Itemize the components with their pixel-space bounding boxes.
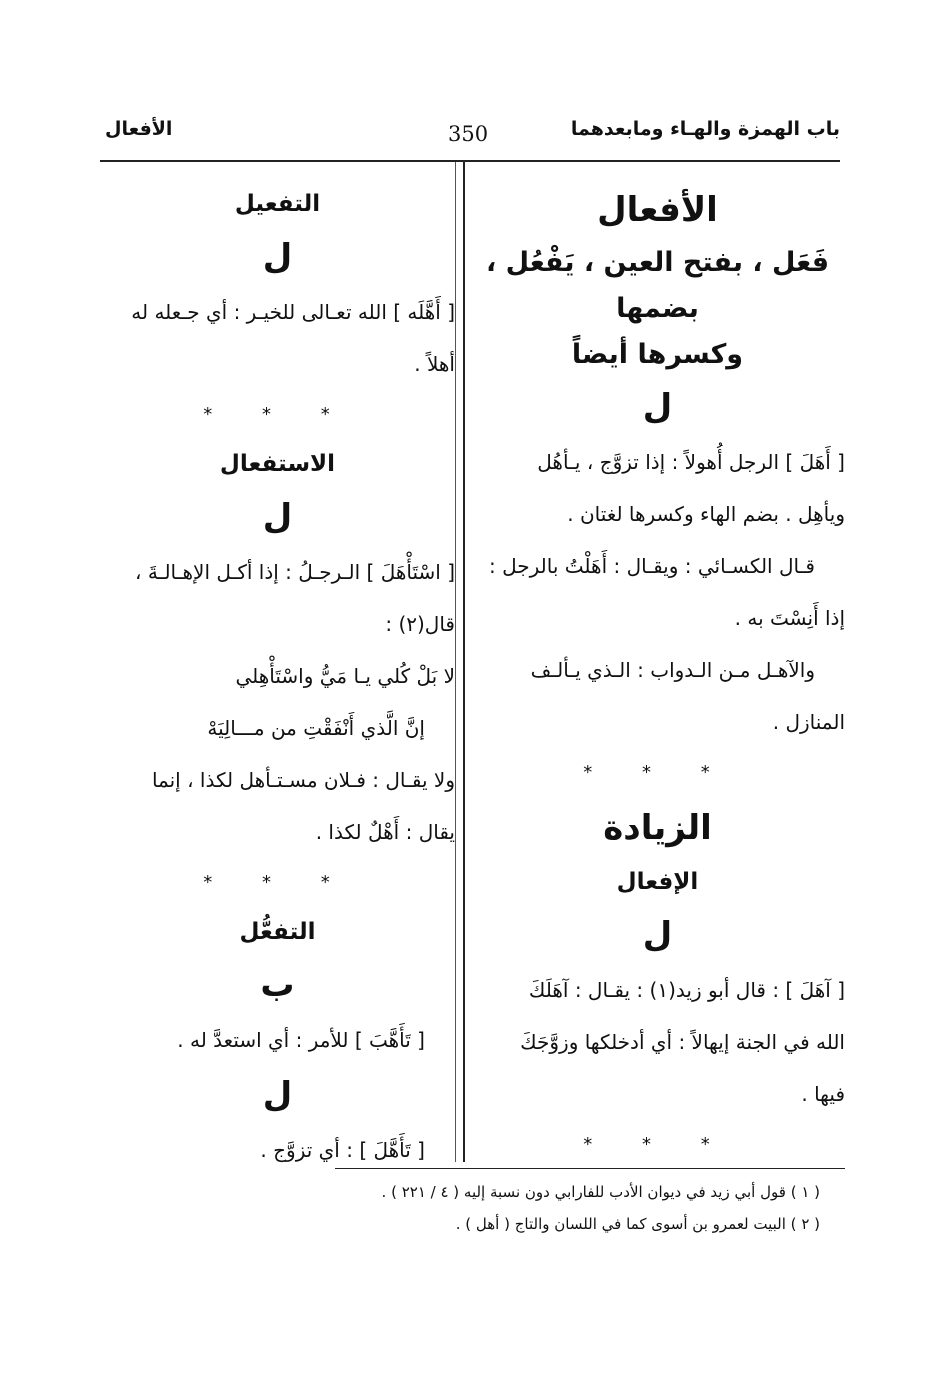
subheading-line-2: وكسرها أيضاً — [571, 339, 744, 370]
entry-text: [ تَأَهَّبَ ] للأمر : أي استعدَّ له . — [177, 1028, 425, 1052]
letter-heading: ل — [642, 387, 673, 427]
footnote-1: ( ١ ) قول أبي زيد في ديوان الأدب للفارابي دون نسبة إليه ( ٤ / ٢٢١ ) . — [381, 1183, 820, 1201]
verse-line: إنَّ الَّذي أَنْفَقْتِ من مـــالِيَهْ — [207, 716, 425, 740]
running-header-section: باب الهمزة والهـاء ومابعدهما — [570, 118, 840, 140]
entry-text: يقال : أَهْلٌ لكذا . — [315, 820, 455, 844]
entry-text: الله في الجنة إيهالاً : أي أدخلكها وزوَّجَكَ — [520, 1030, 845, 1054]
running-header-chapter: الأفعال — [105, 118, 173, 140]
entry-text: فيها . — [801, 1082, 845, 1106]
subheading-line-1: فَعَل ، بفتح العين ، يَفْعُل ، بضمها — [485, 247, 830, 324]
entry-text: [ أَهَلَ ] الرجل أُهولاً : إذا تزوَّج ، يـأهُل — [537, 450, 845, 474]
entry-text: [ أَهَّلَه ] الله تعـالى للخيـر : أي جـعله له — [131, 300, 455, 324]
heading-istifaal: الاستفعال — [219, 451, 336, 477]
header-rule — [100, 160, 840, 162]
section-separator: * * * — [203, 872, 352, 893]
footnote-2: ( ٢ ) البيت لعمرو بن أسوى كما في اللسان والتاج ( أهل ) . — [455, 1215, 820, 1233]
entry-text: [ تَأَهَّلَ ] : أي تزوَّج . — [260, 1138, 425, 1162]
entry-text: [ آهَلَ ] : قال أبو زيد(١) : يقـال : آهَلَكَ — [528, 978, 845, 1002]
letter-heading: ل — [262, 1075, 293, 1115]
heading-afaal: الأفعال — [597, 190, 718, 230]
section-separator: * * * — [203, 404, 352, 425]
entry-text: ويأهِل . بضم الهاء وكسرها لغتان . — [567, 502, 845, 526]
entry-text: ولا يقـال : فـلان مسـتـأهل لكذا ، إنما — [151, 768, 455, 792]
letter-heading: ل — [642, 915, 673, 955]
heading-tafaul: التفعُّل — [239, 919, 316, 945]
heading-tafil: التفعيل — [234, 191, 321, 217]
subheading-ifaal: الإفعال — [616, 869, 699, 895]
right-column — [470, 180, 845, 1170]
verse-line: لا بَلْ كُلي يـا مَيُّ واسْتَأْهِلي — [235, 664, 455, 688]
entry-text: أهلاً . — [414, 352, 455, 376]
entry-text: [ اسْتَأْهَلَ ] الـرجـلُ : إذا أكـل الإهـالـةَ ، — [135, 560, 455, 584]
entry-text: إذا أَنِسْتَ به . — [734, 606, 845, 630]
letter-heading: ل — [262, 497, 293, 537]
letter-heading: ب — [260, 965, 295, 1005]
entry-text: قال(٢) : — [385, 612, 455, 636]
section-separator: * * * — [583, 762, 732, 783]
section-separator: * * * — [583, 1134, 732, 1155]
page-number: 350 — [448, 122, 489, 146]
entry-text: والآهـل مـن الـدواب : الـذي يـألـف — [530, 658, 815, 682]
heading-ziyada: الزيادة — [603, 808, 712, 848]
left-column — [100, 180, 455, 1176]
entry-text: قـال الكسـائي : ويقـال : أَهَلْتُ بالرجل : — [489, 554, 815, 578]
letter-heading: ل — [262, 237, 293, 277]
column-divider-thin — [455, 162, 456, 1162]
footnote-rule — [335, 1168, 845, 1169]
entry-text: المنازل . — [772, 710, 845, 734]
column-divider — [463, 162, 465, 1162]
